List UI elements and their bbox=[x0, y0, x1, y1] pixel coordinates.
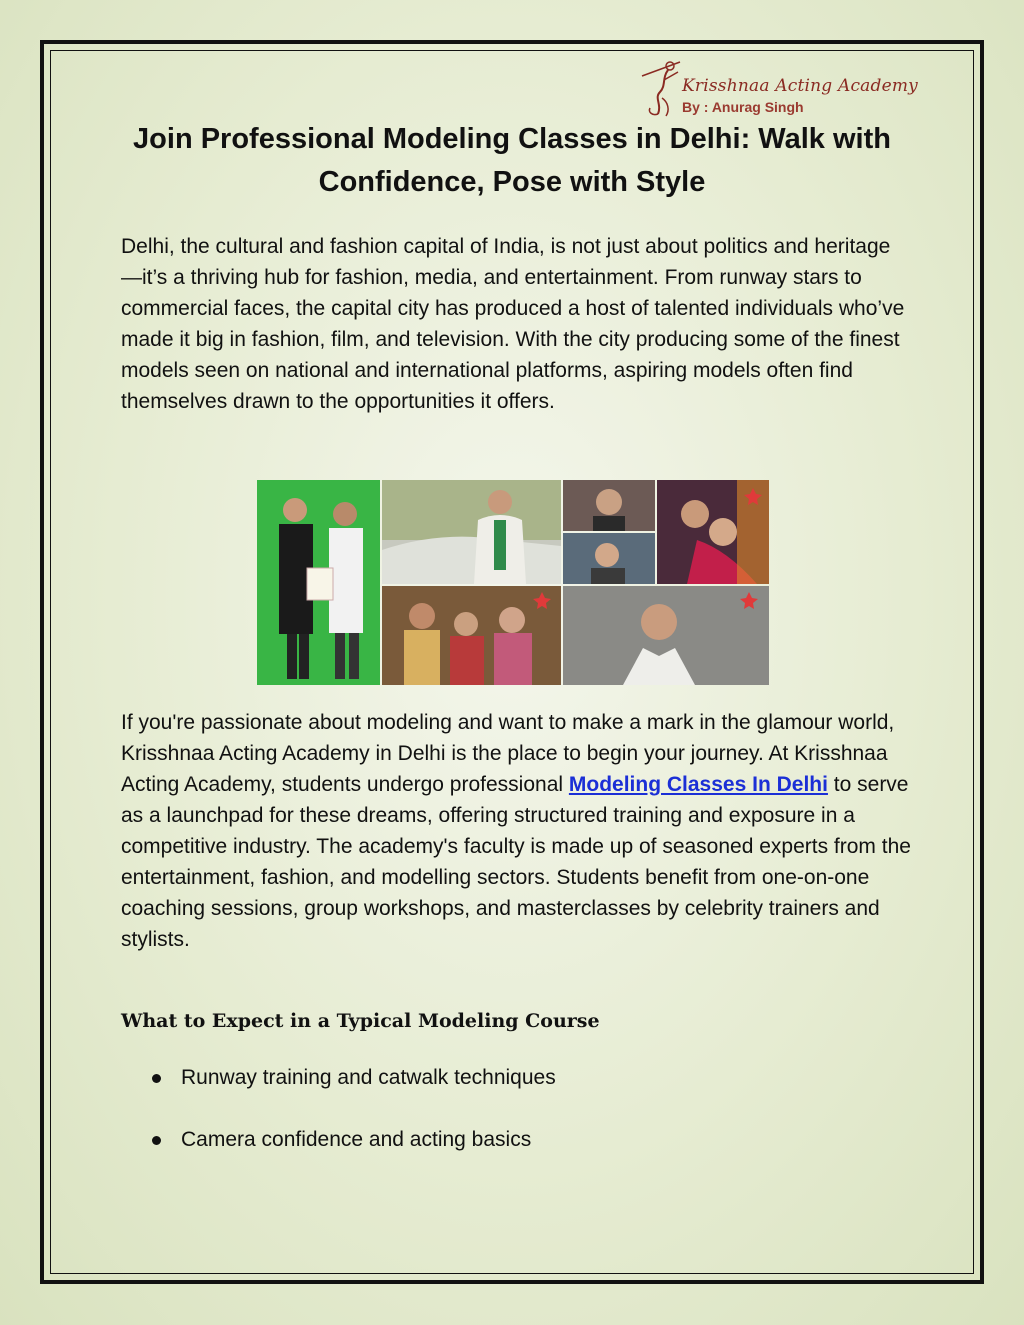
photo-actor-serious bbox=[563, 586, 769, 685]
academy-paragraph bbox=[121, 707, 911, 955]
page-title: Join Professional Modeling Classes in Delhi: Walk with Confidence, Pose with Style bbox=[133, 123, 891, 198]
photo-actor-car bbox=[382, 480, 561, 584]
modeling-classes-link[interactable]: Modeling Classes In Delhi bbox=[568, 773, 828, 796]
students-photo-collage bbox=[257, 480, 769, 685]
bullet-icon bbox=[152, 1074, 161, 1083]
bullet-icon bbox=[152, 1136, 161, 1145]
photo-family-scene bbox=[382, 586, 561, 685]
photo-bridal-scene bbox=[657, 480, 769, 584]
list-item bbox=[150, 1062, 556, 1093]
academy-logo bbox=[640, 58, 918, 120]
course-bullet-list bbox=[150, 1062, 556, 1186]
paragraph-text-after-link: to serve as a launchpad for these dreams, offering structured training and exposure in a competitive industry. The academy's faculty is made up of seasoned experts from the entertainment, fashion, and modelling sectors. Students benefit from one-on-one coaching sessions, group workshops, and masterclasses by celebrity trainers and stylists. bbox=[121, 773, 911, 951]
photo-actor-closeup bbox=[563, 533, 655, 584]
section-heading: What to Expect in a Typical Modeling Course bbox=[121, 1010, 600, 1032]
photo-actor-portrait bbox=[563, 480, 655, 531]
dancer-flute-icon bbox=[640, 58, 682, 120]
logo-byline: By : Anurag Singh bbox=[682, 99, 804, 115]
photo-certificate-green-screen bbox=[257, 480, 380, 685]
bullet-text: Runway training and catwalk techniques bbox=[181, 1066, 556, 1089]
paragraph-text-before-link: If you're passionate about modeling and want to make a mark in the glamour world, Krisshnaa Acting Academy in Delhi is the place to begin your journey. At Krisshnaa Acting Academy, students undergo professional bbox=[121, 711, 895, 796]
bullet-text: Camera confidence and acting basics bbox=[181, 1128, 532, 1151]
list-item bbox=[150, 1124, 556, 1155]
intro-paragraph: Delhi, the cultural and fashion capital of India, is not just about politics and heritage—it’s a thriving hub for fashion, media, and entertainment. From runway stars to commercial faces, the capital city has produced a host of talented individuals who’ve made it big in fashion, film, and television. With the city producing some of the finest models seen on national and international platforms, aspiring models often find themselves drawn to the opportunities it offers. bbox=[121, 235, 905, 413]
logo-name: Krisshnaa Acting Academy bbox=[682, 76, 918, 96]
